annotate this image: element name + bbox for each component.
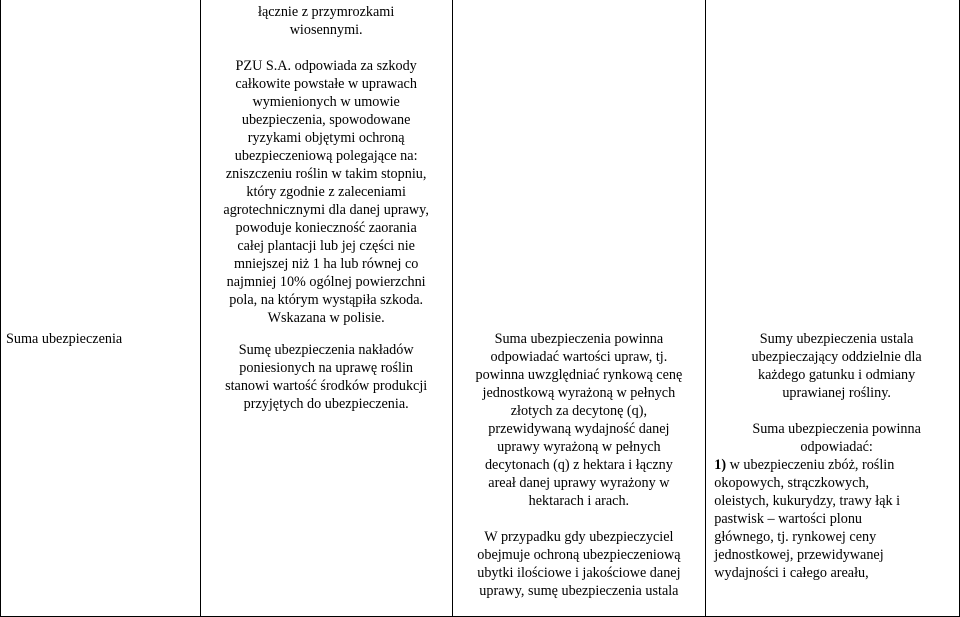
line: Wskazana w polisie. — [267, 310, 385, 326]
sums-text — [714, 330, 959, 582]
line: przewidywaną wydajność danej — [488, 421, 670, 437]
line: łącznie z przymrozkami — [258, 4, 395, 20]
line: powinna uwzględniać rynkową cenę — [475, 367, 683, 383]
line: mniejszej niż 1 ha lub równej co — [233, 256, 419, 272]
line: ubytki ilościowe i jakościowe danej — [477, 565, 681, 581]
line: ubezpieczenia, spowodowane — [241, 112, 411, 128]
label-cell — [1, 0, 201, 617]
line: wydajności i całego areału, — [714, 565, 869, 581]
line: ubezpieczający oddzielnie dla — [751, 349, 922, 365]
line: obejmuje ochroną ubezpieczeniową — [477, 547, 681, 563]
line: uprawianej rośliny. — [782, 385, 891, 401]
line: każdego gatunku i odmiany — [758, 367, 916, 383]
line: całkowite powstałe w uprawach — [235, 76, 417, 92]
line: uprawy, sumę ubezpieczenia ustala — [479, 583, 679, 599]
item-number: 1) — [714, 457, 727, 473]
line: wiosennymi. — [289, 22, 363, 38]
pzu-cell — [200, 0, 452, 617]
line: odpowiadać: — [800, 439, 873, 455]
line: jednostkową wyrażoną w pełnych — [482, 385, 676, 401]
line: Sumy ubezpieczenia ustala — [759, 331, 914, 347]
line: wymienionych w umowie — [252, 94, 400, 110]
line: PZU S.A. odpowiada za szkody — [235, 58, 417, 74]
line: decytonach (q) z hektara i łączny — [484, 457, 673, 473]
line: uprawy wyrażoną w pełnych — [497, 439, 661, 455]
value-cell — [452, 0, 706, 617]
line: stanowi wartość środków produkcji — [225, 378, 428, 394]
item-text: w ubezpieczeniu zbóż, roślin — [726, 457, 895, 473]
line: głównego, tj. rynkowej ceny — [714, 529, 877, 545]
line: ubezpieczeniową polegające na: — [234, 148, 418, 164]
line: odpowiadać wartości upraw, tj. — [490, 349, 668, 365]
pzu-text — [201, 3, 452, 413]
line: zniszczeniu roślin w takim stopniu, — [225, 166, 427, 182]
line: Suma ubezpieczenia powinna — [494, 331, 664, 347]
line: przyjętych do ubezpieczenia. — [243, 396, 409, 412]
line: oleistych, kukurydzy, trawy łąk i — [714, 493, 901, 509]
line: hektarach i arach. — [528, 493, 630, 509]
line: Sumę ubezpieczenia nakładów — [238, 342, 414, 358]
line: najmniej 10% ogólnej powierzchni — [226, 274, 426, 290]
line: agrotechnicznymi dla danej uprawy, — [223, 202, 429, 218]
line: pola, na którym wystąpiła szkoda. — [229, 292, 424, 308]
list-item — [714, 456, 959, 474]
line: poniesionych na uprawę roślin — [239, 360, 414, 376]
line: pastwisk – wartości plonu — [714, 511, 863, 527]
sums-cell — [706, 0, 960, 617]
line: jednostkowej, przewidywanej — [714, 547, 884, 563]
line: złotych za decytonę (q), — [510, 403, 648, 419]
line: który zgodnie z zaleceniami — [246, 184, 406, 200]
value-text — [453, 330, 706, 600]
line: Suma ubezpieczenia powinna — [752, 421, 921, 437]
line: powoduje konieczność zaorania — [235, 220, 417, 236]
row-label: Suma ubezpieczenia — [6, 331, 123, 347]
line: całej plantacji lub jej części nie — [237, 238, 415, 254]
line: okopowych, strączkowych, — [714, 475, 870, 491]
line: W przypadku gdy ubezpieczyciel — [484, 529, 674, 545]
table-row — [1, 0, 960, 617]
line: areał danej uprawy wyrażony w — [488, 475, 670, 491]
line: ryzykami objętymi ochroną — [247, 130, 405, 146]
